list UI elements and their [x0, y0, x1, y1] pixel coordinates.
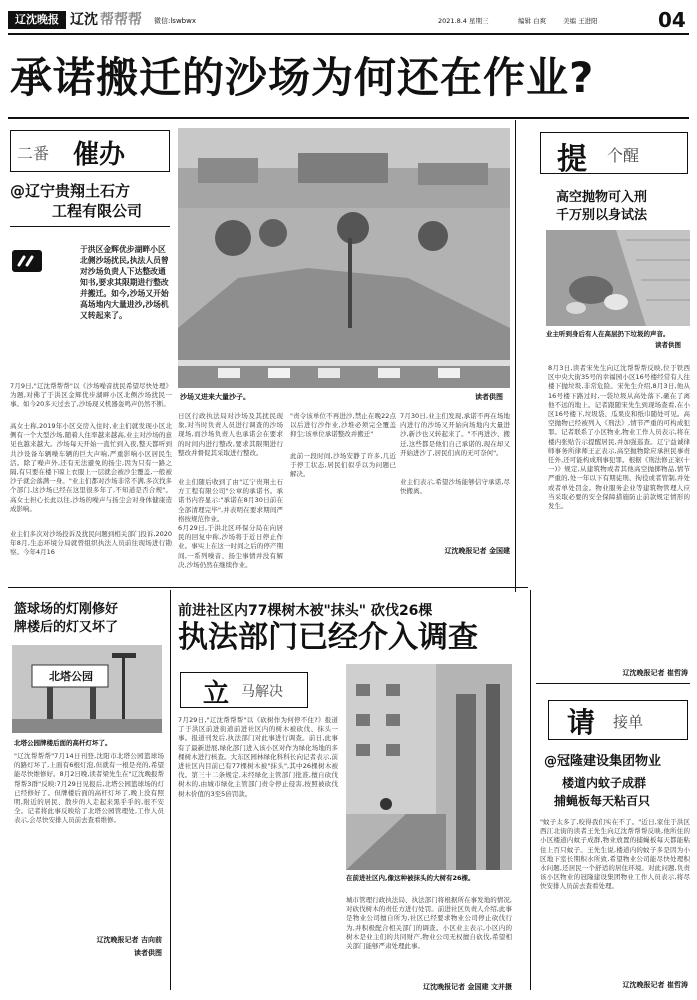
trees-headline: 执法部门已经介入调查	[178, 620, 478, 655]
left-story-p7: "责令该单位不再进沙,禁止在晚22点以后进行沙作业,沙堆必须完全覆盖抑尘;该单位承诺整改并搬迁"	[290, 412, 396, 439]
remind-tag-box	[540, 132, 688, 177]
urge-target-line2: 工程有限公司	[52, 202, 143, 220]
issue-date: 2021.8.4 星期三	[438, 17, 489, 25]
lights-caption: 北塔公园牌楼后面的高杆灯坏了。	[14, 739, 112, 747]
cut-trees-illustration	[346, 664, 512, 870]
wechat-id: 微信:lswbwx	[154, 17, 196, 25]
lights-body: "辽沈帮帮帮"7月14日刊登,沈阳市北塔公园篮球场的路灯坏了,上面有6根灯泡,但就有一根是亮的,希望能尽快维修好。8月2日晚,读者梁先生在"辽沈晚报帮帮帮3群"反映:7月29日见报后,北塔公园篮球场的灯已经修好了。但牌楼后面的高杆灯坏了,晚上没有照明,附近的居民、散步的人走起来黑乎乎的,很不安全。记者将此事反映给了北塔公园管理处,工作人员表示,会尽快安排人员前去查看维修。	[14, 752, 164, 825]
urge-tag: 催办	[73, 140, 126, 170]
section-name: 辽沈	[70, 12, 98, 28]
left-story-p2: 高女士称,2019年小区交房入住时,业主们就发现小区北侧有一个大型沙场,随着人住率越来越高,业主对沙场的意见也越来越大。沙场每天开始一直忙到入夜,整天都听到共沙设备车辆噪车辆的巨大声响,严重影响小区居民生活。除了噪声外,还有无法避免的扬尘,因为只有一路之隔,有只要在楼下晾上衣服上一层就会被沙尘覆盖,一般被沙子就会落满一身。"业主们都对沙场非常不满,多次找多个部门,这沙场已经在这里很多年了,不知道是否合规"。高女士担心长此以往,沙场的噪声与扬尘会对身体健康造成影响。	[10, 422, 172, 513]
urge-target-line1: @辽宁贵翔土石方	[10, 182, 131, 200]
park-gate-illustration	[12, 645, 162, 733]
request-body: "蚊子太多了,咬得我们实在不了。"近日,家住于洪区西江北街的读者王先生向辽沈帮帮帮反映,他所住的小区楼道内蚊子成群,物业放置的捕蝇板每天都能粘住上百只蚊子。王先生说,楼道内的蚊子多是因为小区地下室长期积水所致,希望物业公司能尽快处理积水问题,还居民一个舒适的居住环境。对此问题,负责该小区物业的冠隆建设集团物业工作人员表示,将尽快安排人员前去查看处理。	[540, 818, 690, 891]
remind-title-2: 千万别以身试法	[556, 208, 648, 223]
fix-tag-suffix: 马解决	[241, 684, 283, 700]
right-lower-rule	[536, 683, 690, 684]
trees-photo	[346, 664, 512, 870]
request-tag: 请	[567, 706, 596, 739]
request-signature: 辽沈晚报记者 崔哲涛	[622, 981, 688, 989]
paper-logo: 辽沈晚报	[8, 11, 66, 29]
remind-tag: 提	[557, 142, 587, 177]
trees-signature: 辽沈晚报记者 金国建 文并摄	[423, 983, 512, 991]
lights-credit: 读者供图	[134, 949, 162, 957]
sand-pit-credit: 读者供图	[475, 393, 503, 401]
park-sign-text: 北塔公园	[49, 670, 93, 683]
request-tag-suffix: 接单	[613, 713, 644, 731]
main-headline: 承诺搬迁的沙场为何还在作业?	[10, 53, 595, 102]
lights-signature: 辽沈晚报记者 吉向前	[96, 936, 162, 944]
left-story-p8: 此前一段时间,沙场安静了许多,几近于停工状态,居民们似乎以为问题已解决。	[290, 452, 396, 479]
litter-photo	[546, 230, 690, 326]
remind-signature: 辽沈晚报记者 崔哲涛	[622, 669, 688, 677]
column-rule-right	[515, 120, 516, 592]
left-story-p5: 业主们随后收到了由"辽宁贵翔土石方工程有限公司"公章的承诺书。承诺书内容显示:"承诺在8月30日前在全部清理完毕",并表明在要求期间严格按规范作业。	[178, 478, 283, 523]
urge-tag-prefix: 二番	[17, 144, 50, 163]
quote-icon	[12, 250, 42, 272]
request-tag-box	[548, 700, 688, 740]
column-rule-left	[170, 590, 171, 990]
headline-rule	[8, 117, 689, 119]
request-title-2: 捕蝇板每天粘百只	[554, 794, 651, 808]
page-number: 04	[658, 8, 686, 32]
fix-tag: 立	[203, 679, 230, 709]
litter-credit: 读者供图	[655, 341, 681, 349]
designer-credit: 美编 王进阳	[563, 17, 598, 25]
masthead-rule	[8, 33, 689, 35]
editor-credit: 编辑 白爽	[518, 17, 547, 25]
left-story-signature: 辽沈晚报记者 金国建	[444, 547, 510, 555]
left-story-p6: 6月29日,于洪北区环保分局在向居民的回复中称,沙场将于近日停止作业。事实上在这一时间之后的停产期间,一系列噪音、扬尘事情并没有解决,沙场仍然在继续作业。	[178, 524, 283, 569]
remind-title-1: 高空抛物可入刑	[556, 190, 648, 205]
trees-body-col1: 7月29日,"辽沈帮帮帮"以《砍树作为何停不住?》报道了于洪区前进街道前进社区内的树木被砍伐、抹头一事。报道刊发后,执法部门对此事进行调查。前日,此事有了最新进展,绿化部门进入该小区对作为绿化场地的多棵树木进行核查。大东区园林绿化科科长向记者表示,前进社区内目前已有77棵树木被"抹头",其中26棵树木被伐。第三十二条规定,未经绿化主管部门批准,擅自砍伐树木的,由城市绿化主管部门责令停止侵害,按照被砍伐树木价值的3至5倍罚款。	[178, 716, 338, 798]
litter-illustration	[546, 230, 690, 326]
target-rule	[10, 226, 170, 227]
left-story-p10: 业主们表示,希望沙场能够信守承诺,尽快搬离。	[400, 478, 510, 496]
trees-body-col2: 城市管理行政执法局、执法部门将根据所在事发地的情况,对砍伐树木的责任方进行处罚。前进社区负责人介绍,此事是物业公司擅自所为,社区已经要求物业公司停止砍伐行为,并积极配合相关部门的调查。小区业主表示,小区内的树木是业主们的共同财产,物业公司无权擅自砍伐,希望相关部门能够严肃处理此事。	[346, 896, 512, 951]
left-story-p3: 业主们多次对沙场投诉及扰民问题到相关部门投诉,2020年8月,生态环境分局就曾组织执法人员前往现场进行勘察。今年4月16	[10, 530, 172, 557]
left-story-p4: 日区行政执法局对沙场及其扰民现象,对当时负责人员进行调查的沙场现场,而沙场负责人也承诺会在要求的时间内进行整改,要求其限期进行整改并督促其采取进行整改。	[178, 412, 283, 457]
trees-kicker: 前进社区内77棵树木被"抹头" 砍伐26棵	[178, 603, 433, 619]
section-accent: 帮帮帮	[100, 12, 142, 28]
column-rule-right-lower	[530, 590, 531, 990]
request-title-1: 楼道内蚊子成群	[562, 776, 647, 790]
lights-photo	[12, 645, 162, 733]
quote-badge	[12, 250, 42, 272]
lights-title-2: 牌楼后的灯又坏了	[14, 620, 119, 635]
intro-text: 于洪区金辉优步湖畔小区北侧沙场扰民,执法人员曾对沙场负责人下达整改通知书,要求其限期进行整改并搬迁。如今,沙场又开始高场地内大量进沙,沙场机又转起来了。	[80, 245, 169, 320]
trees-photo-caption: 在前进社区内,像这种被抹头的大树有26棵。	[346, 874, 475, 882]
remind-tag-suffix: 个醒	[607, 146, 640, 165]
left-story-p1: 7月9日,"辽沈帮帮帮"以《沙场噪音扰民希望尽快处理》为题,对佛了于洪区金辉优步湖畔小区北侧沙场扰民一事。如今20多天过去了,沙场现又机器轰鸣声仍然不断。	[10, 382, 172, 409]
left-story-p9: 7月30日,业主们发现,承诺不再在场地内进行的沙场又开始向场地内大量进沙,新沙也又转起来了。"不再进沙、搬迁,这些都是他们自己承诺的,现在却又开始进沙了,居民们真的无可奈何"。	[400, 412, 510, 457]
fix-tag-box	[180, 672, 308, 708]
request-target: @冠隆建设集团物业	[544, 754, 662, 769]
lights-title-1: 篮球场的灯刚修好	[14, 602, 119, 617]
sand-pit-caption: 沙场又进来大量沙子。	[180, 393, 250, 401]
sand-pit-photo	[178, 128, 510, 388]
middle-rule	[8, 587, 528, 588]
sand-pit-illustration	[178, 128, 510, 388]
remind-body: 8月3日,读者宋先生向辽沈帮帮帮反映,位于铁西区中央大街35号的幸福园小区16号楼经常有人往楼下抛垃圾,非常危险。宋先生介绍,8月3日,他从16号楼下路过时,一袋垃圾从高处落下,砸在了离他不远的地上。记者跟随宋先生到现场查看,在小区16号楼下,垃圾袋、瓜果皮和纸巾随处可见。高空抛物已经被列入《刑法》,情节严重的可构成犯罪。记者联系了小区物业,物业工作人员表示,将在楼内张贴告示提醒居民,并加强巡查。辽宁益诚律师事务所律师王正表示,高空抛物除应承担民事责任外,还可能构成刑事犯罪。根据《刑法修正案(十一)》规定,从建筑物或者其他高空抛掷物品,情节严重的,处一年以下有期徒刑、拘役或者管制,并处或者单处罚金。物业服务企业等建筑物管理人应当采取必要的安全保障措施防止前款规定情形的发生。	[548, 364, 690, 511]
litter-caption: 业主听到身后有人在高层扔下垃圾的声音。	[546, 330, 670, 338]
urge-tag-box	[10, 130, 170, 172]
